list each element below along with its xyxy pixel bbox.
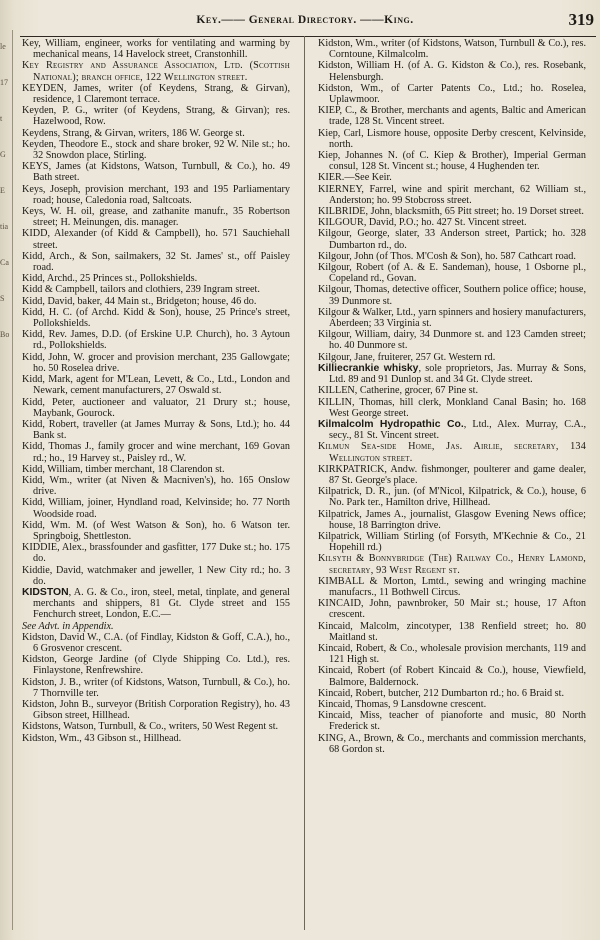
directory-entry: KILLIN, Thomas, hill clerk, Monkland Canal Basin; ho. 168 West George street. — [318, 396, 586, 419]
right-column — [318, 38, 586, 930]
directory-entry: Kidd, William, timber merchant, 18 Clarendon st. — [22, 463, 225, 475]
directory-entry: Kincaid, Malcolm, zincotyper, 138 Renfield street; ho. 80 Maitland st. — [318, 620, 586, 643]
directory-entry: Kidd, William, joiner, Hyndland road, Kelvinside; ho. 77 North Woodside road. — [22, 497, 290, 520]
page-header — [20, 8, 596, 37]
directory-entry: Keys, W. H. oil, grease, and zathanite manufr., 35 Robertson street; H. Meinungen, dis. manager. — [22, 206, 290, 229]
directory-entry: Kidd, Wm., writer (at Niven & Macniven's), ho. 165 Onslow drive. — [22, 474, 290, 498]
directory-entry: Killiecrankie whisky, sole proprietors, Jas. Murray & Sons, Ltd. 89 and 91 Dunlop st. and 34 Gt. Clyde street. — [318, 362, 586, 386]
page-number: 319 — [568, 10, 594, 29]
directory-entry: Kilmalcolm Hydropathic Co., Ltd., Alex. Murray, C.A., secy., 81 St. Vincent street. — [318, 418, 586, 442]
directory-entry: Kincaid, Robert (of Robert Kincaid & Co.), house, Viewfield, Balmore, Baldernock. — [318, 665, 586, 688]
directory-entry: Kilsyth & Bonnybridge (The) Railway Co., Henry Lamond, secretary, 93 West Regent st. — [318, 553, 586, 576]
directory-entry: Kidd, Peter, auctioneer and valuator, 21 Drury st.; house, Maybank, Gourock. — [22, 396, 290, 419]
directory-entry: Kilpatrick, D. R., jun. (of M'Nicol, Kilpatrick, & Co.), house, 6 No. Park ter., Hamilton drive, Hillhead. — [318, 486, 586, 509]
directory-entry: Kilpatrick, James A., journalist, Glasgow Evening News office; house, 18 Barrington drive. — [318, 508, 586, 531]
directory-entry: Kidston, Wm., of Carter Patents Co., Ltd.; ho. Roselea, Uplawmoor. — [318, 82, 586, 106]
directory-entry: KILBRIDE, John, blacksmith, 65 Pitt street; ho. 19 Dorset street. — [318, 206, 584, 218]
directory-entry: KEYDEN, James, writer (of Keydens, Strang, & Girvan), residence, 1 Claremont terrace. — [22, 82, 290, 106]
directory-entry: Kidd, Wm. M. (of West Watson & Son), ho. 6 Watson ter. Springboig, Shettleston. — [22, 519, 290, 542]
directory-entry: KILGOUR, David, P.O.; ho. 427 St. Vincent street. — [318, 217, 527, 229]
directory-entry: Kidston, John B., surveyor (British Corporation Registry), ho. 43 Gibson street, Hillhead. — [22, 698, 290, 722]
directory-entry: Kincaid, Miss, teacher of pianoforte and music, 80 North Frederick st. — [318, 710, 586, 733]
directory-entry: Kilgour, Robert (of A. & E. Sandeman), house, 1 Osborne pl., Copeland rd., Govan. — [318, 262, 586, 285]
directory-entry: Kidd, Rev. James, D.D. (of Erskine U.P. Church), ho. 3 Aytoun rd., Pollokshields. — [22, 329, 290, 352]
directory-entry: Key Registry and Assurance Association, Ltd. (Scottish National); branch office, 122 Wellington street. — [22, 60, 290, 83]
directory-entry: Kilgour, George, slater, 33 Anderson street, Partick; ho. 328 Dumbarton rd., do. — [318, 228, 586, 251]
directory-entry: KIERNEY, Farrel, wine and spirit merchant, 62 William st., Anderston; ho. 99 Stobcross street. — [318, 183, 586, 206]
gutter-fragment: tia — [0, 222, 8, 231]
directory-entry: Kidston, Wm., 43 Gibson st., Hillhead. — [22, 732, 182, 744]
left-column — [22, 38, 290, 930]
directory-entry: Kilgour, Thomas, detective officer, Southern police office; house, 39 Dunmore st. — [318, 284, 586, 307]
running-title: Key.—— General Directory. ——King. — [196, 14, 414, 26]
directory-entry: Kilgour, Jane, fruiterer, 257 Gt. Western rd. — [318, 351, 496, 363]
directory-entry: Kilgour, William, dairy, 34 Dunmore st. and 123 Camden street; ho. 40 Dunmore st. — [318, 329, 586, 352]
directory-entry: Keyden, P. G., writer (of Keydens, Strang, & Girvan); res. Hazelwood, Row. — [22, 105, 290, 128]
directory-entry: Kidston, J. B., writer (of Kidstons, Watson, Turnbull, & Co.), ho. 7 Thornville ter. — [22, 676, 290, 699]
directory-entry: Keyden, Theodore E., stock and share broker, 92 W. Nile st.; ho. 32 Snowdon place, Stirling. — [22, 138, 290, 162]
directory-entry: Kincaid, Robert, butcher, 212 Dumbarton rd.; ho. 6 Braid st. — [318, 687, 565, 699]
directory-entry: Kidston, David W., C.A. (of Findlay, Kidston & Goff, C.A.), ho., 6 Grosvenor crescent. — [22, 631, 290, 654]
directory-entry: Kilgour, John (of Thos. M'Cosh & Son), ho. 587 Cathcart road. — [318, 250, 576, 262]
binding-gutter — [0, 40, 12, 920]
directory-entry: KING, A., Brown, & Co., merchants and commission merchants, 68 Gordon st. — [318, 732, 586, 755]
directory-entry: KIDSTON, A. G. & Co., iron, steel, metal, tinplate, and general merchants and shippers, 81 Gt. Clyde street and 155 Fenchurch street, London, E.C.— — [22, 586, 290, 621]
directory-entry: Kiep, Carl, Lismore house, opposite Derby crescent, Kelvinside, north. — [318, 127, 586, 150]
gutter-fragment: Ca — [0, 258, 9, 267]
gutter-fragment: S — [0, 294, 5, 303]
column-divider — [304, 36, 305, 930]
directory-entry: Kincaid, Thomas, 9 Lansdowne crescent. — [318, 698, 487, 710]
directory-entry: KIMBALL & Morton, Lmtd., sewing and wringing machine manufacrs., 11 Bothwell Circus. — [318, 575, 586, 598]
directory-entry: Kidd, David, baker, 44 Main st., Bridgeton; house, 46 do. — [22, 295, 257, 307]
directory-entry: Kidd, H. C. (of Archd. Kidd & Son), house, 25 Prince's street, Pollokshields. — [22, 306, 290, 330]
directory-entry: Kidd, Robert, traveller (at James Murray & Sons, Ltd.); ho. 44 Bank st. — [22, 418, 290, 442]
directory-entry: Keys, Joseph, provision merchant, 193 and 195 Parliamentary road; house, Caledonia road, Saltcoats. — [22, 183, 290, 206]
directory-entry: Kincaid, Robert, & Co., wholesale provision merchants, 119 and 121 High st. — [318, 642, 586, 666]
gutter-fragment: G — [0, 150, 6, 159]
directory-entry: Kidston, Wm., writer (of Kidstons, Watson, Turnbull & Co.), res. Corntoune, Kilmalcolm. — [318, 38, 586, 61]
directory-entry: Key, William, engineer, works for ventilating and warming by mechanical means, 14 Havelock street, Cranstonhill. — [22, 38, 290, 61]
directory-entry: Kilpatrick, William Stirling (of Forsyth, M'Kechnie & Co., 21 Hopehill rd.) — [318, 530, 586, 554]
directory-entry: Keydens, Strang, & Girvan, writers, 186 W. George st. — [22, 127, 245, 139]
directory-entry: Kidstons, Watson, Turnbull, & Co., writers, 50 West Regent st. — [22, 721, 279, 733]
directory-entry: Kidd, Mark, agent for M'Lean, Levett, & Co., Ltd., London and Newark, cement manufacturers, 27 Oswald st. — [22, 374, 290, 397]
directory-entry: KIDD, Alexander (of Kidd & Campbell), ho. 571 Sauchiehall street. — [22, 228, 290, 251]
directory-entry: Kidston, William H. (of A. G. Kidston & Co.), res. Rosebank, Helensburgh. — [318, 60, 586, 83]
directory-entry: Kiddie, David, watchmaker and jeweller, 1 New City rd.; ho. 3 do. — [22, 564, 290, 587]
gutter-fragment: 17 — [0, 78, 8, 87]
directory-entry: KEYS, James (at Kidstons, Watson, Turnbull, & Co.), ho. 49 Bath street. — [22, 161, 290, 184]
directory-entry: Kilmun Sea-side Home, Jas. Airlie, secretary, 134 Wellington street. — [318, 441, 586, 464]
directory-entry: KIEP, C., & Brother, merchants and agents, Baltic and American trade, 128 St. Vincent street. — [318, 105, 586, 128]
directory-entry: KIDDIE, Alex., brassfounder and gasfitter, 177 Duke st.; ho. 175 do. — [22, 542, 290, 565]
directory-entry: Kiep, Johannes N. (of C. Kiep & Brother), Imperial German consul, 128 St. Vincent st.; house, 4 Hughenden ter. — [318, 150, 586, 173]
directory-entry: KINCAID, John, pawnbroker, 50 Mair st.; house, 17 Afton crescent. — [318, 598, 586, 621]
gutter-fragment: E — [0, 186, 5, 195]
directory-entry: KIRKPATRICK, Andw. fishmonger, poulterer and game dealer, 87 St. George's place. — [318, 463, 586, 486]
directory-entry: Kidd, Arch., & Son, sailmakers, 32 St. James' st., off Paisley road. — [22, 250, 290, 274]
gutter-fragment: t — [0, 114, 3, 123]
directory-entry: Kidd, Thomas J., family grocer and wine merchant, 169 Govan rd.; ho., 19 Harvey st., Paisley rd., W. — [22, 441, 290, 464]
directory-entry: See Advt. in Appendix. — [22, 620, 114, 632]
directory-entry: Kilgour & Walker, Ltd., yarn spinners and hosiery manufacturers, Aberdeen; 33 Virginia st. — [318, 306, 586, 330]
directory-entry: Kidston, George Jardine (of Clyde Shipping Co. Ltd.), res. Finlaystone, Renfrewshire. — [22, 654, 290, 677]
gutter-fragment: le — [0, 42, 6, 51]
directory-entry: Kidd, Archd., 25 Princes st., Pollokshields. — [22, 273, 198, 285]
directory-entry: Kidd, John, W. grocer and provision merchant, 235 Gallowgate; ho. 50 Roselea drive. — [22, 351, 290, 374]
gutter-fragment: Bo — [0, 330, 10, 339]
directory-entry: Kidd & Campbell, tailors and clothiers, 239 Ingram street. — [22, 284, 260, 296]
directory-entry: KIER.—See Keir. — [318, 172, 392, 184]
directory-entry: KILLEN, Catherine, grocer, 67 Pine st. — [318, 385, 478, 397]
gutter-rule — [12, 30, 13, 930]
